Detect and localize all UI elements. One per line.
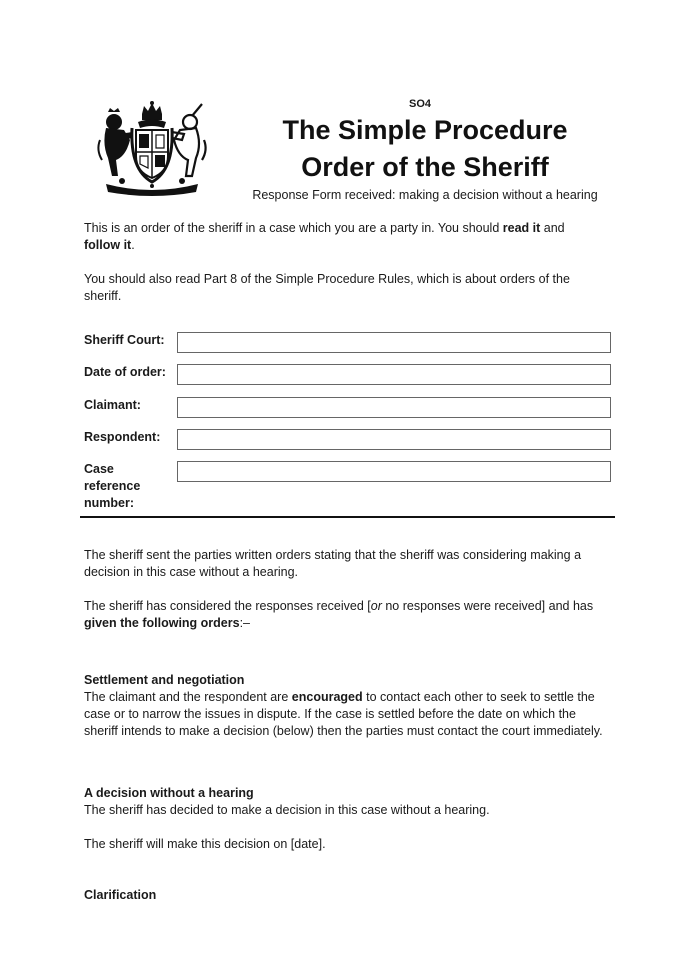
sheriff-court-field[interactable] bbox=[177, 332, 611, 353]
settlement-bold-encouraged: encouraged bbox=[291, 690, 363, 704]
intro-end: . bbox=[131, 238, 135, 252]
body-text-2-end: :– bbox=[239, 616, 251, 630]
sheriff-court-label: Sheriff Court: bbox=[84, 333, 165, 347]
document-title-line1: The Simple Procedure bbox=[282, 115, 568, 145]
document-title-line2: Order of the Sheriff bbox=[301, 152, 549, 182]
settlement-paragraph bbox=[84, 689, 609, 740]
decision-paragraph-1: The sheriff has decided to make a decision in this case without a hearing. bbox=[84, 803, 490, 817]
date-of-order-label: Date of order: bbox=[84, 365, 166, 379]
body-paragraph-2 bbox=[84, 598, 614, 632]
intro-bold-follow-it: follow it bbox=[84, 238, 132, 252]
clarification-heading: Clarification bbox=[84, 888, 157, 902]
decision-paragraph-2: The sheriff will make this decision on [date]. bbox=[84, 837, 326, 851]
intro-paragraph-2 bbox=[84, 271, 604, 305]
royal-coat-of-arms-icon bbox=[92, 100, 212, 200]
decision-heading: A decision without a hearing bbox=[84, 786, 254, 800]
form-code: SO4 bbox=[408, 98, 431, 110]
section-divider bbox=[80, 516, 615, 518]
claimant-field[interactable] bbox=[177, 397, 611, 418]
document-subtitle: Response Form received: making a decision without a hearing bbox=[252, 188, 598, 202]
case-reference-field[interactable] bbox=[177, 461, 611, 482]
body-bold-orders: given the following orders bbox=[84, 616, 240, 630]
intro-and: and bbox=[540, 221, 565, 235]
settlement-text-a: The claimant and the respondent are bbox=[84, 690, 292, 704]
respondent-label: Respondent: bbox=[84, 430, 161, 444]
date-of-order-field[interactable] bbox=[177, 364, 611, 385]
body-text-1: The sheriff sent the parties written orders stating that the sheriff was considering making a decision in this case without a hearing. bbox=[84, 548, 582, 579]
intro-text: This is an order of the sheriff in a case which you are a party in. You should bbox=[84, 221, 503, 235]
body-italic-or: or bbox=[370, 599, 382, 613]
body-text-2b: no responses were received] and has bbox=[381, 599, 594, 613]
intro-paragraph-1 bbox=[84, 220, 604, 254]
claimant-label: Claimant: bbox=[84, 398, 141, 412]
body-paragraph-1 bbox=[84, 547, 604, 581]
settlement-text-b: to contact each other to seek to settle the case or to narrow the issues in dispute. If the case is settled before the date on which the sheriff intends to make a decision (below) then the parties must contact the court immediately. bbox=[84, 690, 603, 738]
body-text-2a: The sheriff has considered the responses received [ bbox=[84, 599, 371, 613]
settlement-heading: Settlement and negotiation bbox=[84, 673, 245, 687]
intro-text-2: You should also read Part 8 of the Simple Procedure Rules, which is about orders of the sheriff. bbox=[84, 272, 570, 303]
intro-bold-read-it: read it bbox=[502, 221, 541, 235]
respondent-field[interactable] bbox=[177, 429, 611, 450]
case-reference-label: Case reference number: bbox=[84, 462, 141, 510]
